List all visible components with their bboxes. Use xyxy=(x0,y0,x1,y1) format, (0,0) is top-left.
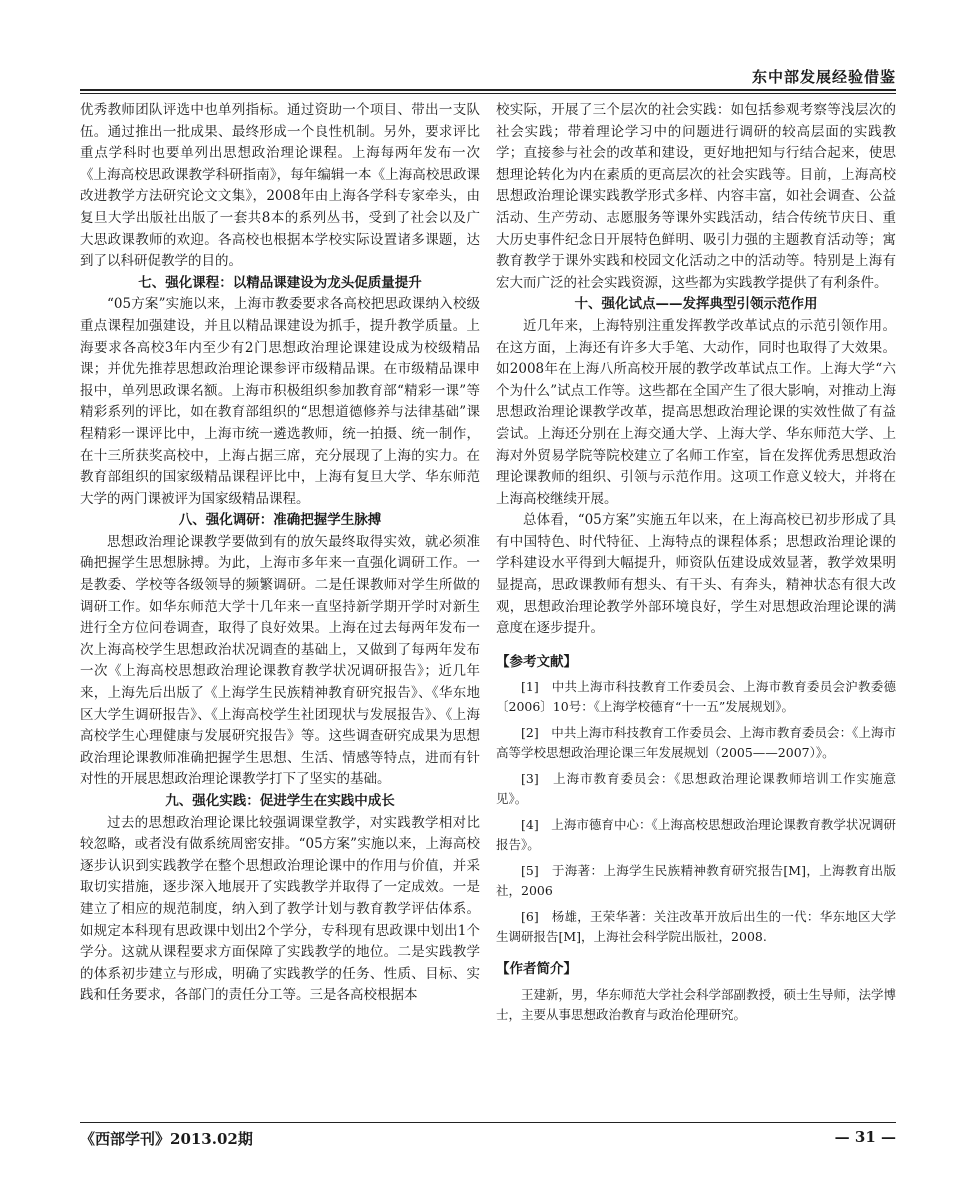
running-header xyxy=(80,62,896,92)
author-bio: 王建新，男，华东师范大学社会科学部副教授，硕士生导师，法学博士，主要从事思想政治教育与政治伦理研究。 xyxy=(496,987,896,1023)
paragraph: 过去的思想政治理论课比较强调课堂教学，对实践教学相对比较忽略，或者没有做系统周密安排。“05方案”实施以来，上海高校逐步认识到实践教学在整个思想政治理论课中的作用与价值，并采取切实措施，逐步深入地展开了实践教学并取得了一定成效。一是建立了相应的规范制度，纳入到了教学计划与教育教学评估体系。如规定本科现有思政课中划出2个学分，专科现有思政课中划出1个学分。这就从课程要求方面保障了实践教学的地位。二是实践教学的体系初步建立与形成，明确了实践教学的任务、性质、目标、实践和任务要求，各部门的责任分工等。三是各高校根据本 xyxy=(80,814,480,1004)
author-heading: 【作者简介】 xyxy=(496,961,577,978)
references-heading: 【参考文献】 xyxy=(496,653,577,670)
paragraph: 优秀教师团队评选中也单列指标。通过资助一个项目、带出一支队伍。通过推出一批成果、最终形成一个良性机制。另外，要求评比重点学科时也要单列出思想政治理论课程。上海每两年发布一次《上海高校思政课教学科研指南》，每年编辑一本《上海高校思政课改进教学方法研究论文文集》，2008年由上海各学科专家牵头，由复旦大学出版社出版了一套共8本的系列丛书，受到了社会以及广大思政课教师的欢迎。各高校也根据本学校实际设置诸多课题，达到了以科研促教学的目的。 xyxy=(80,102,480,270)
paragraph: 总体看，“05方案”实施五年以来，在上海高校已初步形成了具有中国特色、时代特征、上海特点的课程体系；思想政治理论课的学科建设水平得到大幅提升，师资队伍建设成效显著，教学效果明显提高，思政课教师有想头、有干头、有奔头，精神状态有很大改观，思想政治理论教学外部环境良好，学生对思想政治理论课的满意度在逐步提升。 xyxy=(496,512,896,637)
paragraph: “05方案”实施以来，上海市教委要求各高校把思政课纳入校级重点课程加强建设，并且以精品课建设为抓手，提升教学质量。上海要求各高校3年内至少有2门思想政治理论课建设成为校级精品课；并优先推荐思想政治理论课参评市级精品课。在市级精品课申报中，单列思政课名额。上海市积极组织参加教育部“精彩一课”等精彩系列的评比，如在教育部组织的“思想道德修养与法律基础”课程精彩一课评比中，上海市统一遴选教师，统一拍摄、统一制作，在十三所获奖高校中，上海占据三席，充分展现了上海的实力。在教育部组织的国家级精品课程评比中，上海有复旦大学、华东师范大学的两门课被评为国家级精品课程。 xyxy=(80,296,480,507)
header-rule xyxy=(80,89,896,91)
section-heading: 七、强化课程：以精品课建设为龙头促质量提升 xyxy=(138,274,422,291)
reference-item: [1] 中共上海市科技教育工作委员会、上海市教育委员会沪教委德〔2006〕10号：《上海学校德育“十一五”发展规划》。 xyxy=(496,679,896,715)
reference-item: [2] 中共上海市科技教育工作委员会、上海市教育委员会：《上海市高等学校思想政治理论课三年发展规划（2005——2007）》。 xyxy=(496,725,896,761)
page-number: — 31 — xyxy=(834,1128,896,1146)
section-heading: 八、强化调研：准确把握学生脉搏 xyxy=(178,512,382,529)
reference-item: [6] 杨雄，王荣华著：关注改革开放后出生的一代：华东地区大学生调研报告[M]，上海社会科学院出版社，2008. xyxy=(496,909,896,945)
running-footer xyxy=(80,1122,896,1152)
reference-item: [5] 于海著：上海学生民族精神教育研究报告[M]，上海教育出版社，2006 xyxy=(496,863,896,899)
paragraph: 思想政治理论课教学要做到有的放矢最终取得实效，就必须准确把握学生思想脉搏。为此，上海市多年来一直强化调研工作。一是教委、学校等各级领导的频繁调研。二是任课教师对学生所做的调研工作。如华东师范大学十几年来一直坚持新学期开学时对新生进行全方位问卷调查，取得了良好效果。上海在过去每两年发布一次上海高校学生思想政治状况调查的基础上，又做到了每两年发布一次《上海高校思想政治理论课教育教学状况调研报告》；近几年来，上海先后出版了《上海学生民族精神教育研究报告》、《华东地区大学生调研报告》、《上海高校学生社团现状与发展报告》、《上海高校学生心理健康与发展研究报告》等。这些调查研究成果为思想政治理论课教师准确把握学生思想、生活、情感等特点，进而有针对性的开展思想政治理论课教学打下了坚实的基础。 xyxy=(80,533,480,788)
paragraph: 近几年来，上海特别注重发挥教学改革试点的示范引领作用。在这方面，上海还有许多大手笔、大动作，同时也取得了大效果。如2008年在上海八所高校开展的教学改革试点工作。上海大学“六个为什么”试点工作等。这些都在全国产生了很大影响，对推动上海思想政治理论课教学改革，提高思想政治理论课的实效性做了有益尝试。上海还分别在上海交通大学、上海大学、华东师范大学、上海对外贸易学院等院校建立了名师工作室，旨在发挥优秀思想政治理论课教师的组织、引领与示范作用。这项工作意义较大，并将在上海高校继续开展。 xyxy=(496,317,896,507)
section-heading: 十、强化试点——发挥典型引领示范作用 xyxy=(574,296,818,313)
footer-rule xyxy=(80,1122,896,1123)
reference-item: [4] 上海市德育中心：《上海高校思想政治理论课教育教学状况调研报告》。 xyxy=(496,817,896,853)
header-rule-thin xyxy=(80,93,896,94)
paragraph: 校实际，开展了三个层次的社会实践：如包括参观考察等浅层次的社会实践；带着理论学习中的问题进行调研的较高层面的实践教学；直接参与社会的改革和建设，更好地把知与行结合起来，使思想理论转化为内在素质的更高层次的社会实践等。目前，上海高校思想政治理论课实践教学形式多样、内容丰富，如社会调查、公益活动、生产劳动、志愿服务等课外实践活动，结合传统节庆日、重大历史事件纪念日开展特色鲜明、吸引力强的主题教育活动等；寓教育教学于课外实践和校园文化活动之中的活动等。特别是上海有宏大而广泛的社会实践资源，这些都为实践教学提供了有利条件。 xyxy=(496,102,896,291)
section-heading: 九、强化实践：促进学生在实践中成长 xyxy=(165,793,395,809)
left-column xyxy=(80,100,480,1130)
right-column xyxy=(496,100,896,1130)
reference-item: [3] 上海市教育委员会：《思想政治理论课教师培训工作实施意见》。 xyxy=(496,771,896,807)
journal-issue: 《西部学刊》2013.02期 xyxy=(80,1130,253,1148)
section-title: 东中部发展经验借鉴 xyxy=(751,68,896,86)
